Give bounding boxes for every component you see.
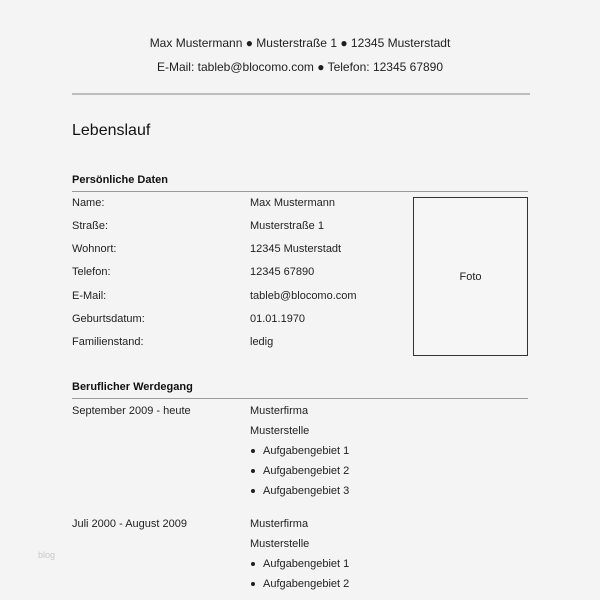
career-task: Aufgabengebiet 2 (250, 465, 349, 485)
career-task: Aufgabengebiet 1 (250, 445, 349, 465)
career-task-list (250, 558, 349, 598)
career-task: Aufgabengebiet 3 (250, 485, 349, 505)
career-task: Aufgabengebiet 2 (250, 578, 349, 598)
label-phone: Telefon: (72, 266, 111, 278)
career-task: Aufgabengebiet 1 (250, 558, 349, 578)
career-task-list (250, 445, 349, 505)
career-period: September 2009 - heute (72, 405, 191, 417)
document-title: Lebenslauf (72, 122, 151, 139)
header-contact-line: E-Mail: tableb@blocomo.com ● Telefon: 12345 67890 (156, 60, 444, 74)
value-phone: 12345 67890 (250, 266, 315, 278)
value-birthdate: 01.01.1970 (250, 313, 306, 325)
value-city: 12345 Musterstadt (250, 243, 342, 255)
career-period: Juli 2000 - August 2009 (72, 518, 187, 530)
watermark-text: blog (38, 550, 56, 560)
photo-placeholder (413, 197, 528, 356)
value-email: tableb@blocomo.com (250, 290, 357, 302)
section-divider-career (72, 398, 528, 399)
label-email: E-Mail: (72, 290, 107, 302)
career-company: Musterfirma (250, 405, 309, 417)
photo-label: Foto (459, 270, 482, 283)
value-street: Musterstraße 1 (250, 220, 324, 232)
label-marital-status: Familienstand: (72, 336, 144, 348)
label-street: Straße: (72, 220, 109, 232)
value-marital-status: ledig (250, 336, 274, 348)
label-name: Name: (72, 197, 105, 209)
header-divider (72, 93, 530, 95)
value-name: Max Mustermann (250, 197, 335, 209)
header-address-line: Max Mustermann ● Musterstraße 1 ● 12345 Musterstadt (149, 36, 451, 50)
section-title-personal: Persönliche Daten (72, 174, 168, 186)
label-birthdate: Geburtsdatum: (72, 313, 145, 325)
career-position: Musterstelle (250, 425, 310, 437)
section-title-career: Beruflicher Werdegang (72, 381, 193, 393)
career-company: Musterfirma (250, 518, 309, 530)
section-divider-personal (72, 191, 528, 192)
career-position: Musterstelle (250, 538, 310, 550)
label-city: Wohnort: (72, 243, 117, 255)
